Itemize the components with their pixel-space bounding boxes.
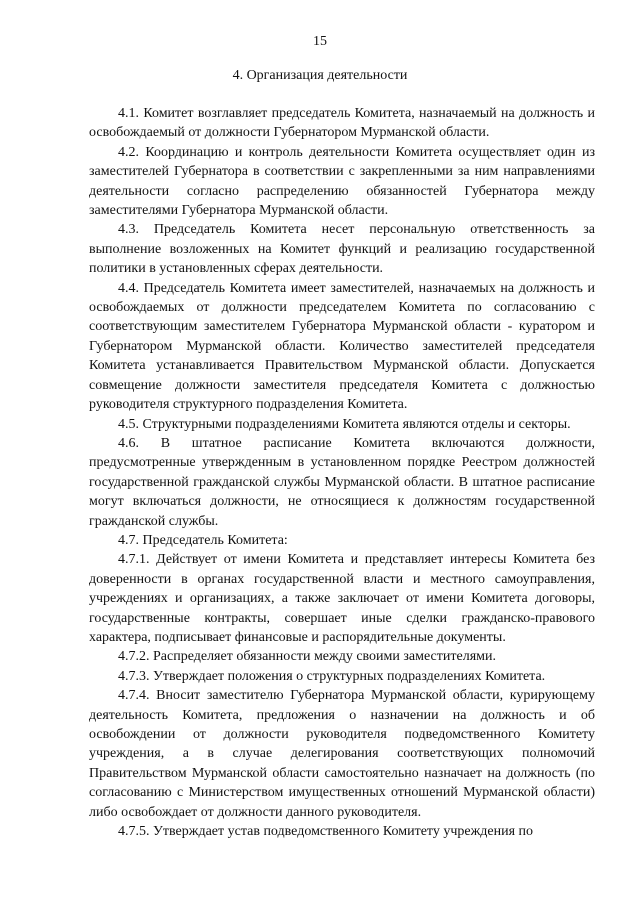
paragraph-4-4: 4.4. Председатель Комитета имеет заместителей, назначаемых на должность и освобождаемых от должности председателем Комитета по согласованию с соответствующим заместителем Губернатора Мурманской области - куратором и Губернатором Мурманской области. Количество заместителей председателя Комитета устанавливается Правительством Мурманской области. Допускается совмещение должности заместителя председателя Комитета с должностью руководителя структурного подразделения Комитета.	[89, 280, 595, 413]
paragraph-4-6: 4.6. В штатное расписание Комитета включаются должности, предусмотренные утвержденным в установленном порядке Реестром должностей государственной гражданской службы Мурманской области. В штатное расписание могут включаться должности, не относящиеся к должностям государственной гражданской службы.	[89, 435, 595, 529]
paragraph-4-3: 4.3. Председатель Комитета несет персональную ответственность за выполнение возложенных на Комитет функций и реализацию государственной политики в установленных сферах деятельности.	[89, 222, 595, 277]
paragraph-4-7: 4.7. Председатель Комитета:	[118, 532, 288, 548]
document-body	[89, 104, 595, 841]
paragraph-4-1: 4.1. Комитет возглавляет председатель Комитета, назначаемый на должность и освобождаемый от должности Губернатором Мурманской области.	[89, 106, 595, 141]
paragraph-4-7-1: 4.7.1. Действует от имени Комитета и представляет интересы Комитета без доверенности в органах государственной власти и местного самоуправления, учреждениях и организациях, а также заключает от имени Комитета договоры, государственные контракты, совершает иные сделки гражданско-правового характера, подписывает финансовые и распорядительные документы.	[89, 552, 595, 645]
paragraph-4-7-5: 4.7.5. Утверждает устав подведомственного Комитету учреждения по	[118, 824, 534, 840]
paragraph-4-5: 4.5. Структурными подразделениями Комитета являются отделы и секторы.	[118, 416, 571, 432]
paragraph-4-7-2: 4.7.2. Распределяет обязанности между своими заместителями.	[118, 649, 496, 665]
page-number: 15	[313, 34, 327, 49]
section-title: 4. Организация деятельности	[232, 68, 408, 83]
paragraph-4-7-4: 4.7.4. Вносит заместителю Губернатора Мурманской области, курирующему деятельность Комитета, предложения о назначении на должность и об освобождении от должности руководителя подведомственного Комитету учреждения, а в случае делегирования соответствующих полномочий Правительством Мурманской области самостоятельно назначает на должность (по согласованию с Министерством имущественных отношений Мурманской области) либо освобождает от должности данного руководителя.	[89, 688, 595, 820]
paragraph-4-2: 4.2. Координацию и контроль деятельности Комитета осуществляет один из заместителей Губернатора в соответствии с закрепленными за ним направлениями деятельности согласно распределению обязанностей Губернатора между заместителями Губернатора Мурманской области.	[89, 144, 595, 219]
paragraph-4-7-3: 4.7.3. Утверждает положения о структурных подразделениях Комитета.	[118, 668, 546, 684]
